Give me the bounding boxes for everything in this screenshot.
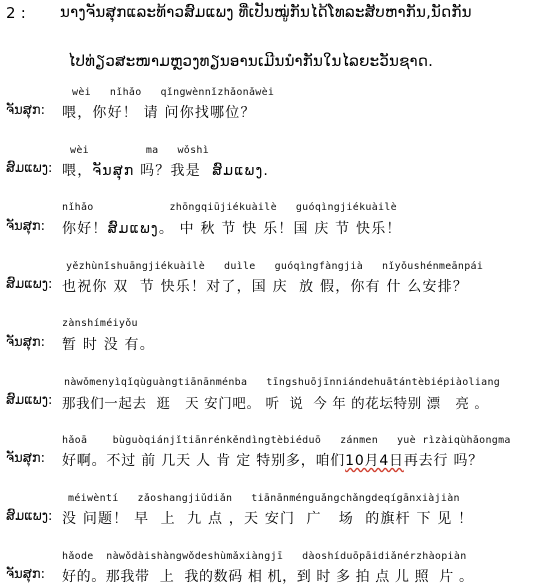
speaker-label: ຈັນສຸກ: xyxy=(6,451,45,466)
header-line-1: ນາງຈັນສຸກແລະທ້າວສົມແພງ ທີ່ເປັນໝູ່ກັນໄດ້ໂທລະສັບຫາກັນ,ນັດກັນ xyxy=(60,3,472,21)
header-number: 2 : xyxy=(6,4,26,22)
dialogue-text-start: 好啊。不过 前 几天 人 肯 定 特别多，咱们 xyxy=(62,453,346,469)
pinyin-line: méiwèntí zǎoshangjiǔdiǎn tiānānménguǎngchǎngdeqígānxiàjiàn xyxy=(68,493,460,504)
speaker-label: ສົມແພງ: xyxy=(6,161,53,176)
dialogue-text: 也祝你 双 节 快乐！对了，国 庆 放 假，你有 什 么安排？ xyxy=(62,279,469,295)
speaker-label: ຈັນສຸກ: xyxy=(6,219,45,234)
dialogue-text xyxy=(62,450,483,470)
speaker-label: ຈັນສຸກ: xyxy=(6,335,45,350)
dialogue-text: 暂 时 没 有。 xyxy=(62,337,155,353)
pinyin-line: hǎode nàwǒdàishàngwǒdeshùmǎxiàngjī dàoshíduōpāidiǎnérzhàopiàn xyxy=(62,551,467,562)
pinyin-line: nàwǒmenyìqǐqùguàngtiānānménba tīngshuōjīnniándehuātántèbiépiàoliang xyxy=(64,377,501,388)
pinyin-line: zànshíméiyǒu xyxy=(62,318,138,329)
speaker-label: ຈັນສຸກ: xyxy=(6,567,45,582)
pinyin-line: wèi ma wǒshì xyxy=(70,145,210,156)
pinyin-line: hǎoā bùguòqiánjǐtiānrénkěndìngtèbiéduō zánmen yuè rìzàiqùhǎongma xyxy=(62,435,511,446)
speaker-label: ສົມແພງ: xyxy=(6,393,53,408)
dialogue-text: 没 问题！ 早 上 九 点 ，天 安门 广 场 的旗杆 下 见 ！ xyxy=(62,511,474,527)
dialogue-text: 喂，ຈັນສຸກ 吗？我是 ສົມແພງ. xyxy=(62,163,270,179)
dialogue-text: 你好！ສົມແພງ。 中 秋 节 快 乐！国 庆 节 快乐！ xyxy=(62,221,402,237)
spellcheck-underlined-date: 10月4日 xyxy=(345,453,404,469)
dialogue-text: 喂，你好！ 请 问你找哪位？ xyxy=(62,105,256,121)
header-line-2: ໄປທ່ຽວສະໜາມຫຼວງທຽນອານເມີນນຳກັນໃນໄລຍະວັນຊາດ. xyxy=(68,52,434,70)
dialogue-text: 好的。那我带 上 我的数码 相 机，到 时 多 拍 点 儿 照 片 。 xyxy=(62,569,474,585)
pinyin-line: yězhùnǐshuāngjiékuàilè duìle guóqìngfàngjià nǐyǒushénmeānpái xyxy=(66,261,484,272)
speaker-label: ຈັນສຸກ: xyxy=(6,103,45,118)
pinyin-line: nǐhǎo zhōngqiūjiékuàilè guóqìngjiékuàilè xyxy=(62,202,397,213)
speaker-label: ສົມແພງ: xyxy=(6,509,53,524)
pinyin-line: wèi nǐhǎo qǐngwènnǐzhǎonǎwèi xyxy=(72,87,275,98)
dialogue-text: 那我们一起去 逛 天 安门吧。 听 说 今 年 的花坛特别 漂 亮 。 xyxy=(62,396,489,412)
speaker-label: ສົມແພງ: xyxy=(6,277,53,292)
dialogue-text-end: 再去行 吗？ xyxy=(403,453,484,469)
